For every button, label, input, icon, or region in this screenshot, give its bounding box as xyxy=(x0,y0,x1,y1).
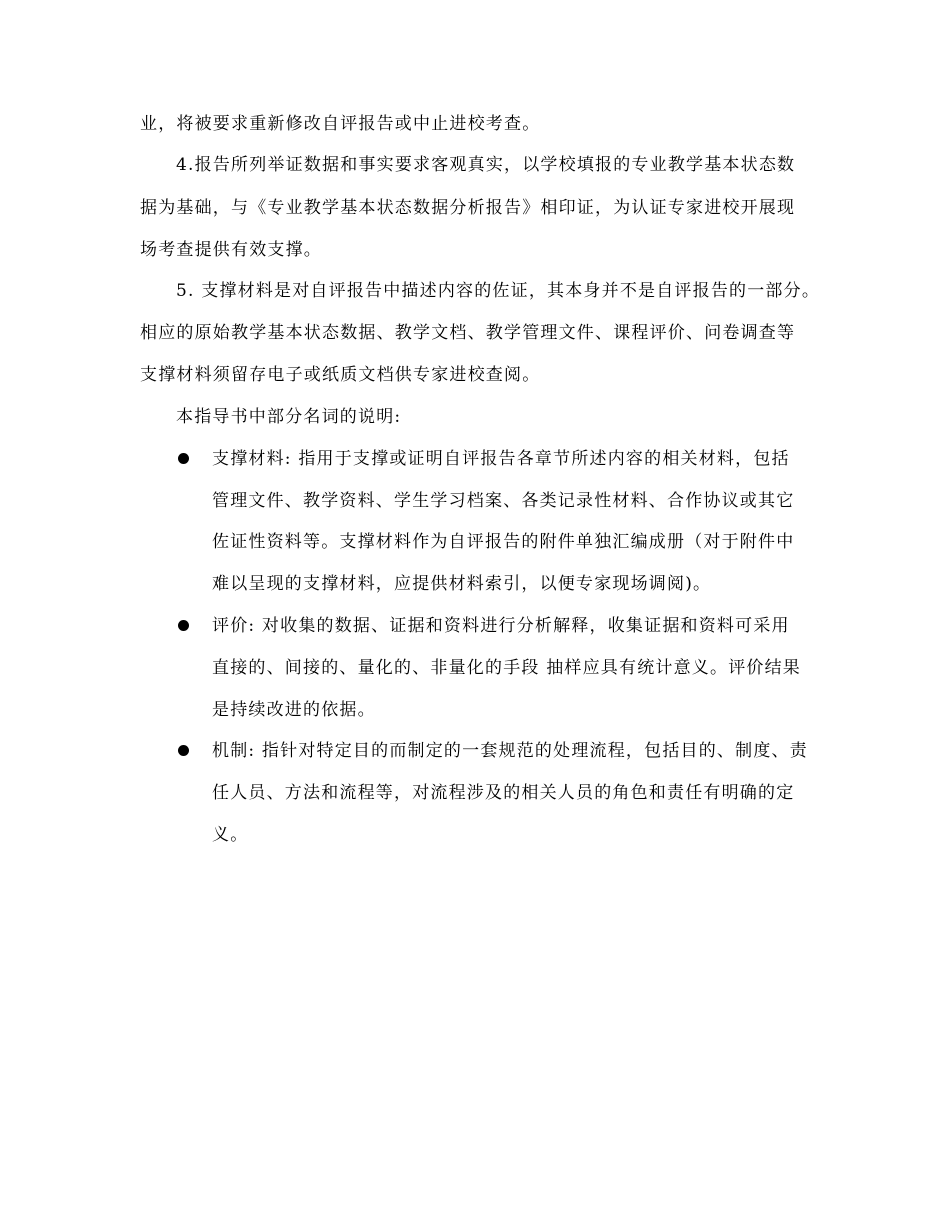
glossary-item-1-line-1: 支撑材料: 指用于支撑或证明自评报告各章节所述内容的相关材料，包括 xyxy=(212,449,790,469)
glossary-item-2-line-3: 是持续改进的依据。 xyxy=(212,700,376,720)
glossary-item-1-line-4: 难以呈现的支撑材料，应提供材料索引，以便专家现场调阅)。 xyxy=(212,574,712,594)
continuation-line-1: 业，将被要求重新修改自评报告或中止进校考查。 xyxy=(140,114,541,134)
glossary-intro: 本指导书中部分名词的说明: xyxy=(176,407,402,427)
glossary-item-1-line-2: 管理文件、教学资料、学生学习档案、各类记录性材料、合作协议或其它 xyxy=(212,491,795,511)
bullet-dot-icon xyxy=(178,620,189,631)
glossary-item-3-line-1: 机制: 指针对特定目的而制定的一套规范的处理流程，包括目的、制度、责 xyxy=(212,741,808,761)
glossary-item-1-line-3: 佐证性资料等。支撑材料作为自评报告的附件单独汇编成册（对于附件中 xyxy=(212,532,795,552)
para-4-line-2: 据为基础，与《专业教学基本状态数据分析报告》相印证，为认证专家进校开展现 xyxy=(140,198,796,218)
para-4-line-1: 4.报告所列举证数据和事实要求客观真实，以学校填报的专业教学基本状态数 xyxy=(176,155,796,175)
glossary-item-2-line-2: 直接的、间接的、量化的、非量化的手段 抽样应具有统计意义。评价结果 xyxy=(212,658,802,678)
para-4-line-3: 场考查提供有效支撑。 xyxy=(140,240,322,260)
bullet-dot-icon xyxy=(178,745,189,756)
glossary-item-2-line-1: 评价: 对收集的数据、证据和资料进行分析解释，收集证据和资料可采用 xyxy=(212,616,790,636)
glossary-item-3-line-3: 义。 xyxy=(212,825,249,845)
para-5-line-3: 支撑材料须留存电子或纸质文档供专家进校查阅。 xyxy=(140,365,541,385)
para-5-line-1: 5. 支撑材料是对自评报告中描述内容的佐证，其本身并不是自评报告的一部分。 xyxy=(176,281,821,301)
glossary-item-3-line-2: 任人员、方法和流程等，对流程涉及的相关人员的角色和责任有明确的定 xyxy=(212,783,795,803)
bullet-dot-icon xyxy=(178,453,189,464)
para-5-line-2: 相应的原始教学基本状态数据、教学文档、教学管理文件、课程评价、问卷调查等 xyxy=(140,323,796,343)
